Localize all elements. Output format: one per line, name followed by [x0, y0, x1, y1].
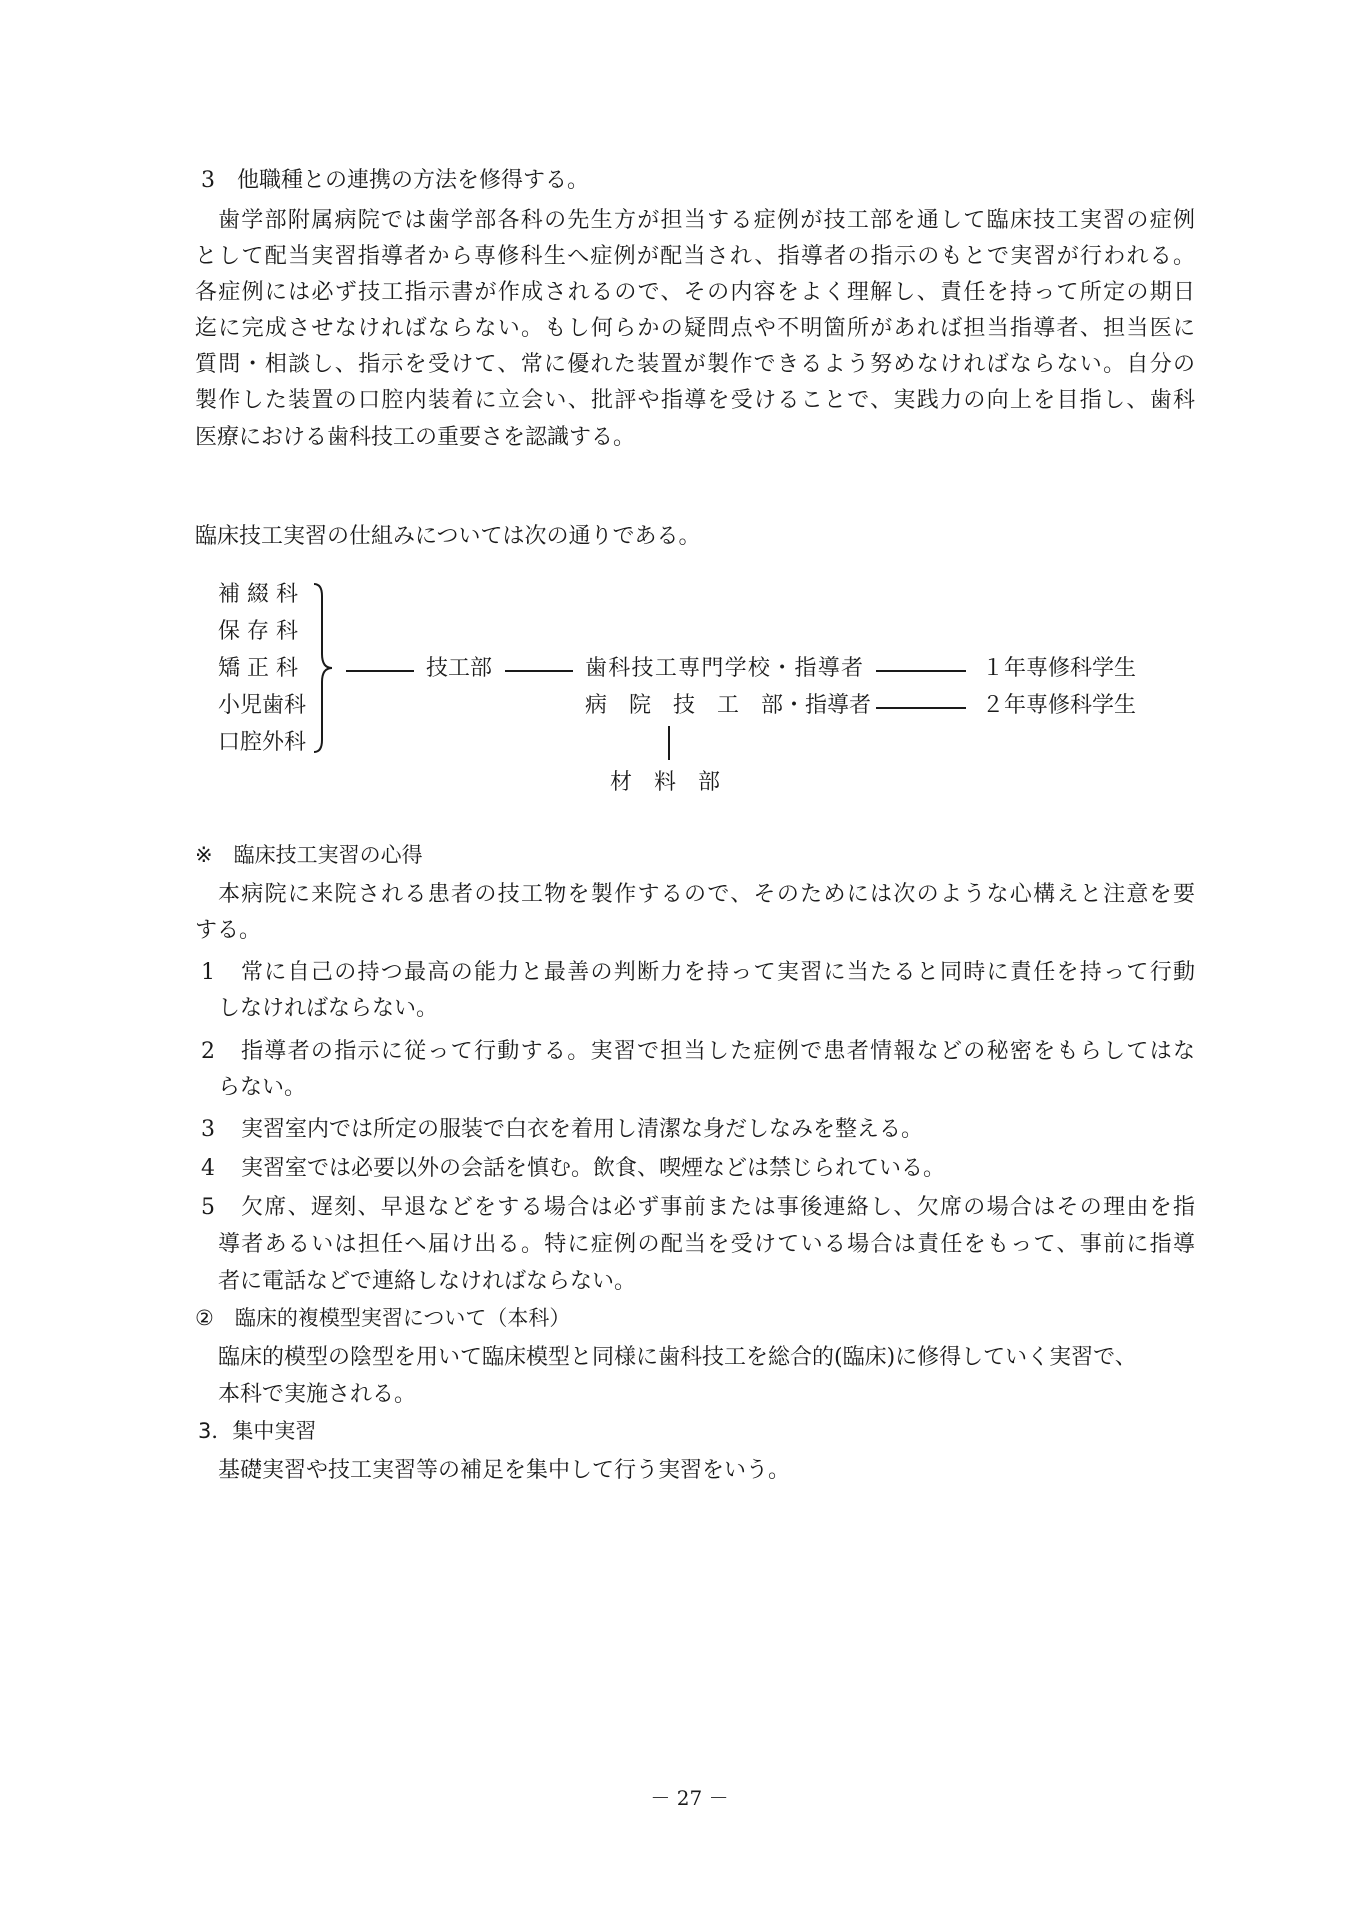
- paragraph-line: 製作した装置の口腔内装着に立会い、批評や指導を受けることで、実践力の向上を目指し、歯科: [195, 388, 1195, 413]
- paragraph-line: 本科で実施される。: [218, 1382, 417, 1407]
- list-item: しなければならない。: [218, 996, 439, 1021]
- connector-line: [876, 707, 966, 709]
- list-item: 常に自己の持つ最高の能力と最善の判断力を持って実習に当たると同時に責任を持って行動: [241, 960, 1195, 985]
- paragraph-line: 迄に完成させなければならない。もし何らかの疑問点や不明箇所があれば担当指導者、担当医に: [195, 316, 1195, 341]
- diagram-intro: 臨床技工実習の仕組みについては次の通りである。: [195, 524, 701, 549]
- lab-label: 技工部: [426, 656, 493, 681]
- paragraph-line: する。: [195, 918, 262, 943]
- list-item: 導者あるいは担任へ届け出る。特に症例の配当を受けている場合は責任をもって、事前に指導: [218, 1232, 1195, 1257]
- paragraph-line: 本病院に来院される患者の技工物を製作するので、そのためには次のような心構えと注意を要: [218, 882, 1195, 907]
- paragraph-line: 質問・相談し、指示を受けて、常に優れた装置が製作できるよう努めなければならない。自分の: [195, 352, 1195, 377]
- instructor-label: 病 院 技 工 部・指導者: [585, 693, 872, 718]
- paragraph-line: 臨床的模型の陰型を用いて臨床模型と同様に歯科技工を総合的(臨床)に修得していく実習で、: [218, 1345, 1137, 1370]
- department-label: 保 存 科: [218, 619, 298, 644]
- student-label: ２年専修科学生: [982, 693, 1137, 718]
- paragraph-line: 歯学部附属病院では歯学部各科の先生方が担当する症例が技工部を通して臨床技工実習の症例: [218, 208, 1195, 233]
- page-number: － 27 －: [650, 1786, 729, 1810]
- paragraph-line: として配当実習指導者から専修科生へ症例が配当され、指導者の指示のもとで実習が行われる。: [195, 244, 1195, 269]
- list-number: 5: [201, 1195, 215, 1220]
- connector-line: [876, 670, 966, 672]
- department-label: 矯 正 科: [218, 656, 298, 681]
- section-heading: ※ 臨床技工実習の心得: [195, 843, 423, 867]
- list-number: 3: [201, 1117, 215, 1142]
- student-label: １年専修科学生: [982, 656, 1137, 681]
- list-number: 4: [201, 1156, 215, 1181]
- paragraph-line: 基礎実習や技工実習等の補足を集中して行う実習をいう。: [218, 1458, 791, 1483]
- department-label: 口腔外科: [218, 730, 307, 755]
- department-label: 小児歯科: [218, 693, 307, 718]
- vertical-connector: [668, 726, 670, 760]
- list-item: 指導者の指示に従って行動する。実習で担当した症例で患者情報などの秘密をもらしてはな: [241, 1039, 1195, 1064]
- list-item: 者に電話などで連絡しなければならない。: [218, 1269, 637, 1294]
- list-item: 実習室では必要以外の会話を慎む。飲食、喫煙などは禁じられている。: [241, 1156, 946, 1181]
- right-brace: [312, 582, 336, 754]
- list-item: 実習室内では所定の服装で白衣を着用し清潔な身だしなみを整える。: [241, 1117, 924, 1142]
- list-number: 2: [201, 1039, 215, 1064]
- section-heading: ② 臨床的複模型実習について（本科）: [195, 1306, 571, 1330]
- materials-label: 材 料 部: [610, 770, 721, 795]
- section-heading: 3 他職種との連携の方法を修得する。: [201, 168, 589, 193]
- instructor-label: 歯科技工専門学校・指導者: [585, 656, 863, 681]
- paragraph-line: 各症例には必ず技工指示書が作成されるので、その内容をよく理解し、責任を持って所定の期日: [195, 280, 1195, 305]
- connector-line: [505, 670, 573, 672]
- section-heading: 3．集中実習: [198, 1419, 317, 1443]
- department-label: 補 綴 科: [218, 582, 298, 607]
- list-item: らない。: [218, 1075, 307, 1100]
- list-item: 欠席、遅刻、早退などをする場合は必ず事前または事後連絡し、欠席の場合はその理由を指: [241, 1195, 1195, 1220]
- list-number: 1: [201, 960, 215, 985]
- connector-line: [346, 670, 414, 672]
- paragraph-line: 医療における歯科技工の重要さを認識する。: [195, 425, 636, 450]
